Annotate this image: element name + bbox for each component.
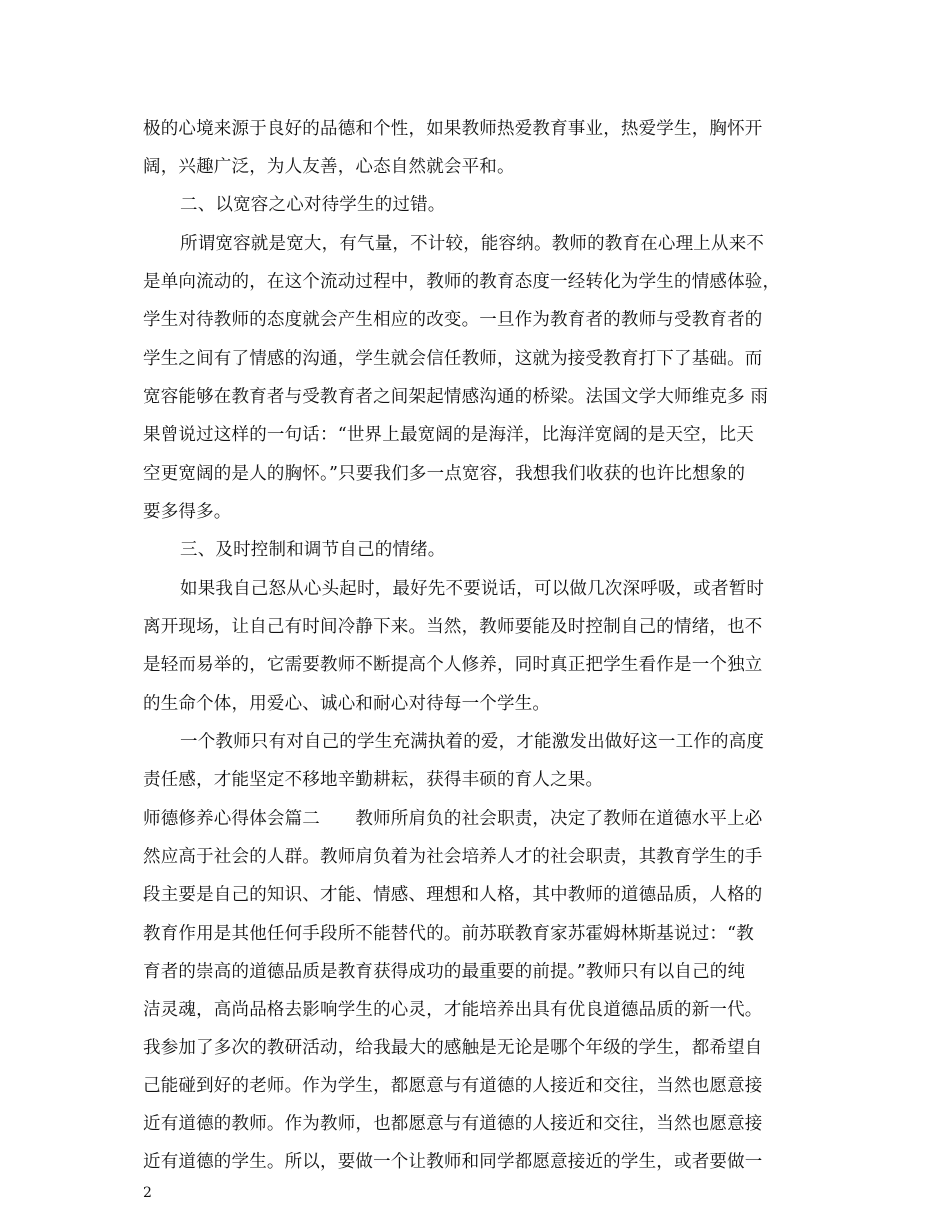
text-line: 是轻而易举的，它需要教师不断提高个人修养，同时真正把学生看作是一个独立 [143, 655, 763, 675]
text-line: 阔，兴趣广泛，为人友善，心态自然就会平和。 [143, 157, 515, 177]
text-line: 所谓宽容就是宽大，有气量，不计较，能容纳。教师的教育在心理上从来不 [180, 234, 765, 254]
text-line: 离开现场，让自己有时间冷静下来。当然，教师要能及时控制自己的情绪，也不 [143, 617, 763, 637]
text-line: 要多得多。 [143, 502, 232, 522]
text-line: 教育作用是其他任何手段所不能替代的。前苏联教育家苏霍姆林斯基说过：“教 [143, 924, 754, 944]
text-line: 责任感，才能坚定不移地辛勤耕耘，获得丰硕的育人之果。 [143, 770, 604, 790]
text-line: 学生对待教师的态度就会产生相应的改变。一旦作为教育者的教师与受教育者的 [143, 310, 763, 330]
text-line: 段主要是自己的知识、才能、情感、理想和人格，其中教师的道德品质，人格的 [143, 885, 763, 905]
text-line: 极的心境来源于良好的品德和个性，如果教师热爱教育事业，热爱学生，胸怀开 [143, 119, 763, 139]
text-line: 近有道德的学生。所以，要做一个让教师和同学都愿意接近的学生，或者要做一 [143, 1152, 763, 1172]
text-line: 我参加了多次的教研活动，给我最大的感触是无论是哪个年级的学生，都希望自 [143, 1038, 763, 1058]
text-line: 然应高于社会的人群。教师肩负着为社会培养人才的社会职责，其教育学生的手 [143, 847, 763, 867]
section-title-line: 师德修养心得体会篇二 教师所肩负的社会职责，决定了教师在道德水平上必 [143, 809, 763, 829]
text-line: 如果我自己怒从心头起时，最好先不要说话，可以做几次深呼吸，或者暂时 [180, 579, 765, 599]
text-line: 果曾说过这样的一句话：“世界上最宽阔的是海洋，比海洋宽阔的是天空，比天 [143, 425, 754, 445]
text-line: 学生之间有了情感的沟通，学生就会信任教师，这就为接受教育打下了基础。而 [143, 349, 763, 369]
text-line: 空更宽阔的是人的胸怀。”只要我们多一点宽容，我想我们收获的也许比想象的 [143, 464, 746, 484]
section-heading: 二、以宽容之心对待学生的过错。 [180, 195, 446, 215]
text-line: 的生命个体，用爱心、诚心和耐心对待每一个学生。 [143, 694, 551, 714]
text-line: 一个教师只有对自己的学生充满执着的爱，才能激发出做好这一工作的高度 [180, 732, 765, 752]
text-line: 育者的崇高的道德品质是教育获得成功的最重要的前提。”教师只有以自己的纯 [143, 962, 746, 982]
section-heading: 三、及时控制和调节自己的情绪。 [180, 540, 446, 560]
text-line: 洁灵魂，高尚品格去影响学生的心灵，才能培养出具有优良道德品质的新一代。 [143, 1000, 763, 1020]
text-line: 己能碰到好的老师。作为学生，都愿意与有道德的人接近和交往，当然也愿意接 [143, 1076, 763, 1096]
text-line: 近有道德的教师。作为教师，也都愿意与有道德的人接近和交往，当然也愿意接 [143, 1114, 763, 1134]
text-line: 是单向流动的，在这个流动过程中，教师的教育态度一经转化为学生的情感体验， [143, 272, 781, 292]
page-number: 2 [143, 1185, 152, 1201]
text-line: 宽容能够在教育者与受教育者之间架起情感沟通的桥梁。法国文学大师维克多 雨 [143, 387, 769, 407]
